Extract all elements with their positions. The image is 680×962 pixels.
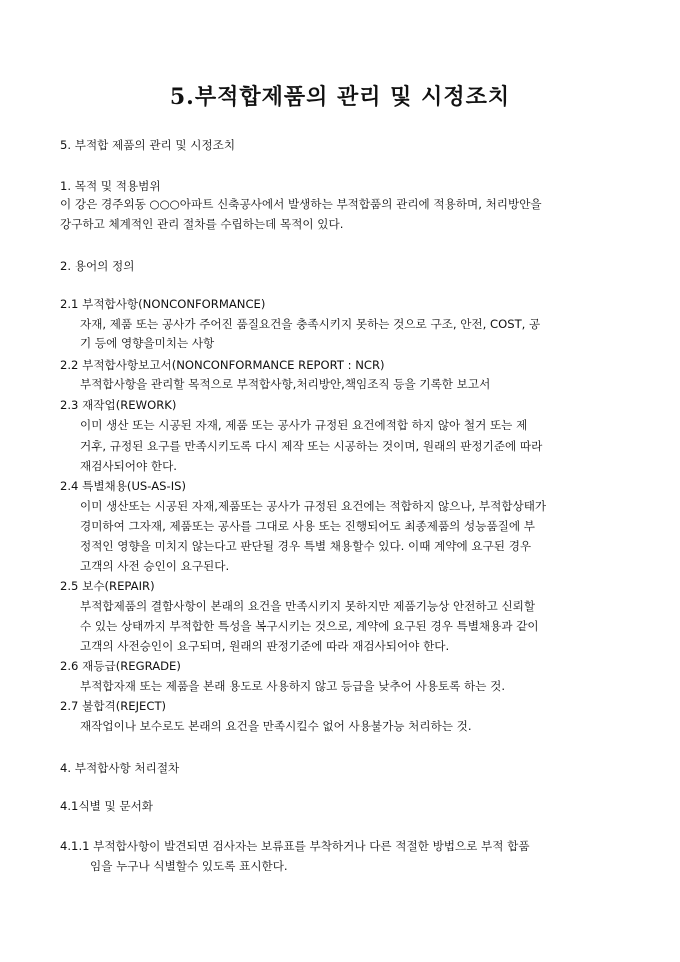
text-line: 이미 생산 또는 시공된 자재, 제품 또는 공사가 규정된 요건에적합 하지 않아 철거 또는 제	[80, 418, 528, 432]
text-line: 2.2 부적합사항보고서(NONCONFORMANCE REPORT : NCR)	[60, 358, 385, 372]
text-line: 4.1.1 부적합사항이 발견되면 검사자는 보류표를 부착하거나 다른 적절한 방법으로 부적 합품	[60, 839, 530, 853]
text-line: 거후, 규정된 요구를 만족시키도록 다시 제작 또는 시공하는 것이며, 원래의 판정기준에 따라	[80, 439, 543, 453]
text-line: 강구하고 체계적인 관리 절차를 수립하는데 목적이 있다.	[60, 217, 344, 231]
text-line: 4. 부적합사항 처리절차	[60, 761, 180, 775]
text-line: 이미 생산또는 시공된 자재,제품또는 공사가 규정된 요건에는 적합하지 않으나, 부적합상태가	[80, 499, 547, 513]
text-line: 재검사되어야 한다.	[80, 459, 177, 473]
text-line: 임을 누구나 식별할수 있도록 표시한다.	[90, 859, 288, 873]
text-line: 부적합자재 또는 제품을 본래 용도로 사용하지 않고 등급을 낮추어 사용토록 하는 것.	[80, 679, 506, 693]
page-title: 5.부적합제품의 관리 및 시정조치	[169, 84, 511, 110]
text-line: 2.6 재등급(REGRADE)	[60, 659, 181, 673]
text-line: 기 등에 영향을미치는 사항	[80, 336, 215, 350]
text-line: 4.1식별 및 문서화	[60, 799, 154, 813]
text-line: 수 있는 상태까지 부적합한 특성을 복구시키는 것으로, 계약에 요구된 경우 특별채용과 같이	[80, 619, 539, 633]
text-line: 자재, 제품 또는 공사가 주어진 품질요건을 충족시키지 못하는 것으로 구조, 안전, COST, 공	[80, 317, 541, 331]
text-line: 2.7 불합격(REJECT)	[60, 699, 167, 713]
text-line: 2.1 부적합사항(NONCONFORMANCE)	[60, 297, 266, 311]
text-line: 2.4 특별채용(US-AS-IS)	[60, 479, 186, 493]
text-line: 재작업이나 보수로도 본래의 요건을 만족시킬수 없어 사용불가능 처리하는 것.	[80, 719, 472, 733]
text-line: 부적합사항을 관리할 목적으로 부적합사항,처리방안,책임조직 등을 기록한 보고서	[80, 377, 491, 391]
text-line: 부적합제품의 결함사항이 본래의 요건을 만족시키지 못하지만 제품기능상 안전하고 신뢰할	[80, 599, 536, 613]
text-line: 2.3 재작업(REWORK)	[60, 398, 177, 412]
text-line: 이 강은 경주외동 ○○○아파트 신축공사에서 발생하는 부적합품의 관리에 적용하며, 처리방안을	[60, 197, 542, 211]
text-line: 고객의 사전승인이 요구되며, 원래의 판정기준에 따라 재검사되어야 한다.	[80, 639, 450, 653]
text-line: 경미하여 그자재, 제품또는 공사를 그대로 사용 또는 진행되어도 최종제품의 성능품질에 부	[80, 519, 535, 533]
text-line: 5. 부적합 제품의 관리 및 시정조치	[60, 138, 236, 152]
text-line: 2.5 보수(REPAIR)	[60, 579, 155, 593]
text-line: 고객의 사전 승인이 요구된다.	[80, 559, 230, 573]
text-line: 1. 목적 및 적용범위	[60, 179, 161, 193]
text-line: 2. 용어의 정의	[60, 259, 135, 273]
text-line: 정적인 영향을 미치지 않는다고 판단될 경우 특별 채용할수 있다. 이때 계약에 요구된 경우	[80, 539, 532, 553]
